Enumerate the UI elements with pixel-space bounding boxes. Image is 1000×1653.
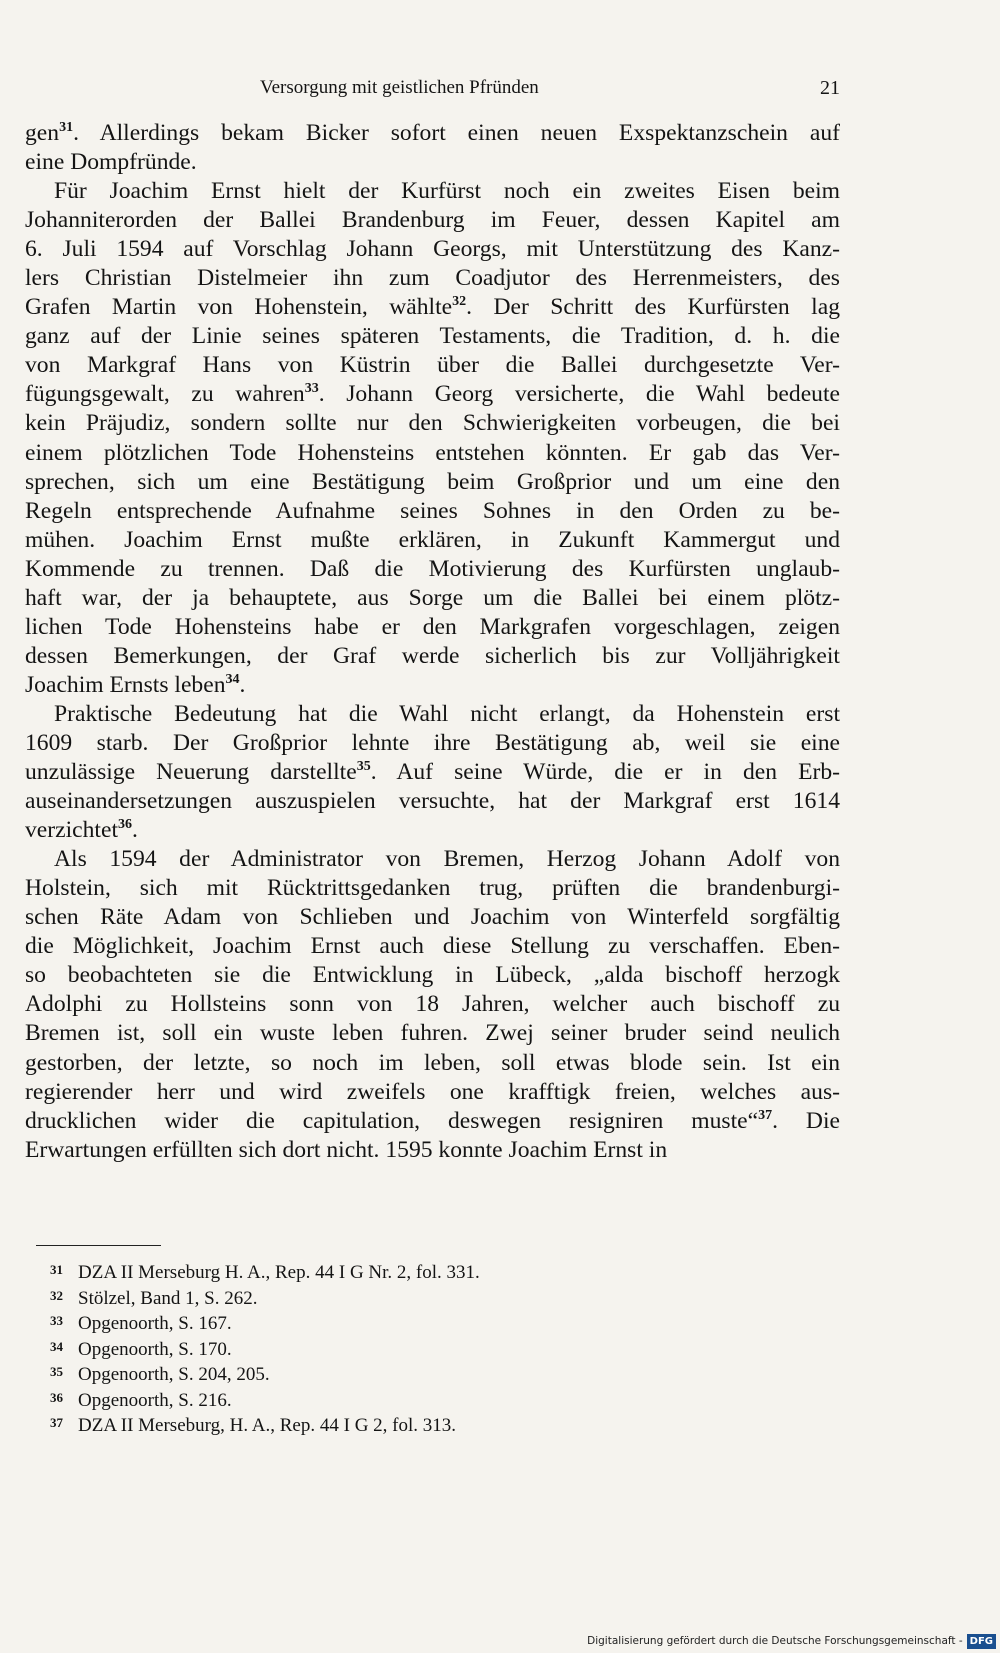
footnote-item (50, 1310, 750, 1336)
line-text: regierender herr und wird zweifels one krafftigk freien, welches aus- (25, 1078, 840, 1105)
footnote-number: 35 (50, 1364, 63, 1379)
paragraph (25, 845, 840, 1165)
text-line (25, 1049, 840, 1078)
footnote-item (50, 1336, 750, 1362)
running-title: Versorgung mit geistlichen Pfründen (260, 77, 539, 98)
text-line (25, 206, 840, 235)
line-text: Für Joachim Ernst hielt der Kurfürst noch ein zweites Eisen beim (54, 178, 840, 205)
text-line (25, 322, 840, 351)
text-line (25, 555, 840, 584)
line-text: drucklichen wider die capitulation, deswegen resigniren muste“ (25, 1107, 759, 1134)
line-text: Holstein, sich mit Rücktrittsgedanken trug, prüften die brandenburgi- (25, 875, 840, 902)
line-text: Johanniterorden der Ballei Brandenburg im Feuer, dessen Kapitel am (25, 207, 840, 234)
line-text: . Allerdings bekam Bicker sofort einen neuen Exspektanzschein auf (73, 120, 840, 146)
line-text: Kommende zu trennen. Daß die Motivierung des Kurfürsten unglaub- (25, 555, 840, 582)
digitization-credit (587, 1633, 996, 1649)
footnote-text: Opgenoorth, S. 170. (78, 1338, 232, 1360)
footnote-ref: 35 (356, 759, 371, 775)
line-text: Adolphi zu Hollsteins sonn von 18 Jahren, welcher auch bischoff zu (25, 991, 840, 1018)
footnote-item (50, 1387, 750, 1413)
footnote-item (50, 1285, 750, 1311)
footnote-ref: 31 (59, 120, 74, 136)
line-text: kein Präjudiz, sondern sollte nur den Schwierigkeiten vorbeugen, die bei (25, 410, 840, 437)
line-text: verzichtet (25, 817, 119, 844)
footnote-text: DZA II Merseburg, H. A., Rep. 44 I G 2, fol. 313. (78, 1415, 457, 1436)
line-text: Grafen Martin von Hohenstein, wählte (25, 294, 453, 321)
page-number: 21 (820, 77, 840, 99)
line-text: ganz auf der Linie seines späteren Testaments, die Tradition, d. h. die (25, 323, 840, 350)
footnote-ref: 34 (225, 672, 240, 688)
footnote-number: 33 (50, 1313, 63, 1328)
line-text: lichen Tode Hohensteins habe er den Markgrafen vorgeschlagen, zeigen (25, 613, 840, 640)
line-text: schen Räte Adam von Schlieben und Joachim von Winterfeld sorgfältig (25, 904, 840, 931)
footnote-ref: 37 (758, 1107, 773, 1123)
text-line (25, 380, 840, 409)
text-line (25, 1019, 840, 1048)
text-line (25, 119, 840, 148)
text-line (25, 729, 840, 758)
line-text: Als 1594 der Administrator von Bremen, Herzog Johann Adolf von (54, 846, 840, 873)
footnote-separator (36, 1245, 161, 1246)
footnote-item (50, 1361, 750, 1387)
text-line (25, 526, 840, 555)
text-line (25, 351, 840, 380)
text-line (25, 1136, 840, 1165)
line-text: Praktische Bedeutung hat die Wahl nicht erlangt, da Hohenstein erst (54, 700, 840, 727)
line-text: so beobachteten sie die Entwicklung in Lübeck, „alda bischoff herzogk (25, 962, 840, 989)
text-line (25, 584, 840, 613)
text-line (25, 264, 840, 293)
footnote-item (50, 1259, 750, 1285)
line-text: . Der Schritt des Kurfürsten lag (466, 294, 840, 321)
text-line (25, 468, 840, 497)
line-text: sprechen, sich um eine Bestätigung beim Großprior und um eine den (25, 468, 840, 495)
text-line (25, 758, 840, 787)
line-text: Joachim Ernsts leben (25, 671, 226, 698)
footnote-ref: 32 (452, 294, 467, 310)
text-line (25, 700, 840, 729)
text-line (25, 671, 840, 700)
line-text: Regeln entsprechende Aufnahme seines Sohnes in den Orden zu be- (25, 497, 840, 524)
text-line (25, 1078, 840, 1107)
text-line (25, 409, 840, 438)
text-line (25, 497, 840, 526)
text-line (25, 177, 840, 206)
footnote-number: 31 (50, 1262, 63, 1277)
line-text: einem plötzlichen Tode Hohensteins entstehen könnten. Er gab das Ver- (25, 439, 840, 466)
footnote-item (50, 1412, 750, 1438)
footnote-number: 36 (50, 1389, 63, 1405)
line-text: fügungsgewalt, zu wahren (25, 381, 305, 408)
line-text: gestorben, der letzte, so noch im leben, soll etwas blode sein. Ist ein (25, 1049, 840, 1076)
footnote-number: 34 (50, 1338, 63, 1354)
text-line (25, 148, 840, 177)
line-text: . (239, 671, 246, 698)
text-line (25, 293, 840, 322)
credit-text: Digitalisierung gefördert durch die Deutsche Forschungsgemeinschaft - (587, 1635, 963, 1647)
line-text: . (132, 817, 138, 844)
line-text: Bremen ist, soll ein wuste leben fuhren. Zwej seiner bruder seind neulich (25, 1020, 840, 1047)
line-text: die Möglichkeit, Joachim Ernst auch diese Stellung zu verschaffen. Eben- (25, 933, 840, 960)
line-text: gen (25, 120, 60, 146)
line-text: auseinandersetzungen auszuspielen versuchte, hat der Markgraf erst 1614 (25, 788, 840, 815)
paragraph (25, 119, 840, 177)
text-line (25, 845, 840, 874)
line-text: eine Dompfründe. (25, 149, 197, 176)
footnote-text: Opgenoorth, S. 167. (78, 1313, 232, 1334)
text-line (25, 903, 840, 932)
footnote-text: DZA II Merseburg H. A., Rep. 44 I G Nr. 2, fol. 331. (78, 1262, 480, 1283)
text-line (25, 874, 840, 903)
text-line (25, 235, 840, 264)
line-text: unzulässige Neuerung darstellte (25, 759, 357, 786)
body-text (25, 119, 840, 1165)
dfg-logo: DFG (967, 1634, 996, 1649)
footnote-text: Opgenoorth, S. 216. (78, 1389, 232, 1411)
line-text: . Johann Georg versicherte, die Wahl bedeute (318, 381, 841, 408)
footnote-ref: 36 (118, 817, 133, 833)
footnote-number: 32 (50, 1287, 63, 1303)
footnote-text: Stölzel, Band 1, S. 262. (78, 1287, 258, 1309)
footnote-text: Opgenoorth, S. 204, 205. (78, 1364, 270, 1385)
line-text: von Markgraf Hans von Küstrin über die Ballei durchgesetzte Ver- (25, 352, 840, 379)
line-text: . Auf seine Würde, die er in den Erb- (370, 759, 840, 786)
text-line (25, 816, 840, 845)
line-text: dessen Bemerkungen, der Graf werde sicherlich bis zur Volljährigkeit (25, 642, 840, 669)
footnote-number: 37 (50, 1415, 63, 1430)
text-line (25, 990, 840, 1019)
footnote-ref: 33 (304, 381, 319, 397)
footnotes (50, 1259, 750, 1438)
text-line (25, 1107, 840, 1136)
line-text: haft war, der ja behauptete, aus Sorge um die Ballei bei einem plötz- (25, 584, 840, 611)
line-text: lers Christian Distelmeier ihn zum Coadjutor des Herrenmeisters, des (25, 265, 840, 292)
line-text: . Die (772, 1107, 840, 1134)
text-line (25, 787, 840, 816)
text-line (25, 932, 840, 961)
line-text: 1609 starb. Der Großprior lehnte ihre Bestätigung ab, weil sie eine (25, 729, 840, 756)
text-line (25, 642, 840, 671)
paragraph (25, 700, 840, 845)
paragraph (25, 177, 840, 700)
text-line (25, 613, 840, 642)
line-text: 6. Juli 1594 auf Vorschlag Johann Georgs, mit Unterstützung des Kanz- (25, 236, 840, 263)
text-line (25, 439, 840, 468)
line-text: mühen. Joachim Ernst mußte erklären, in Zukunft Kammergut und (25, 526, 840, 553)
text-line (25, 961, 840, 990)
line-text: Erwartungen erfüllten sich dort nicht. 1595 konnte Joachim Ernst in (25, 1136, 668, 1163)
